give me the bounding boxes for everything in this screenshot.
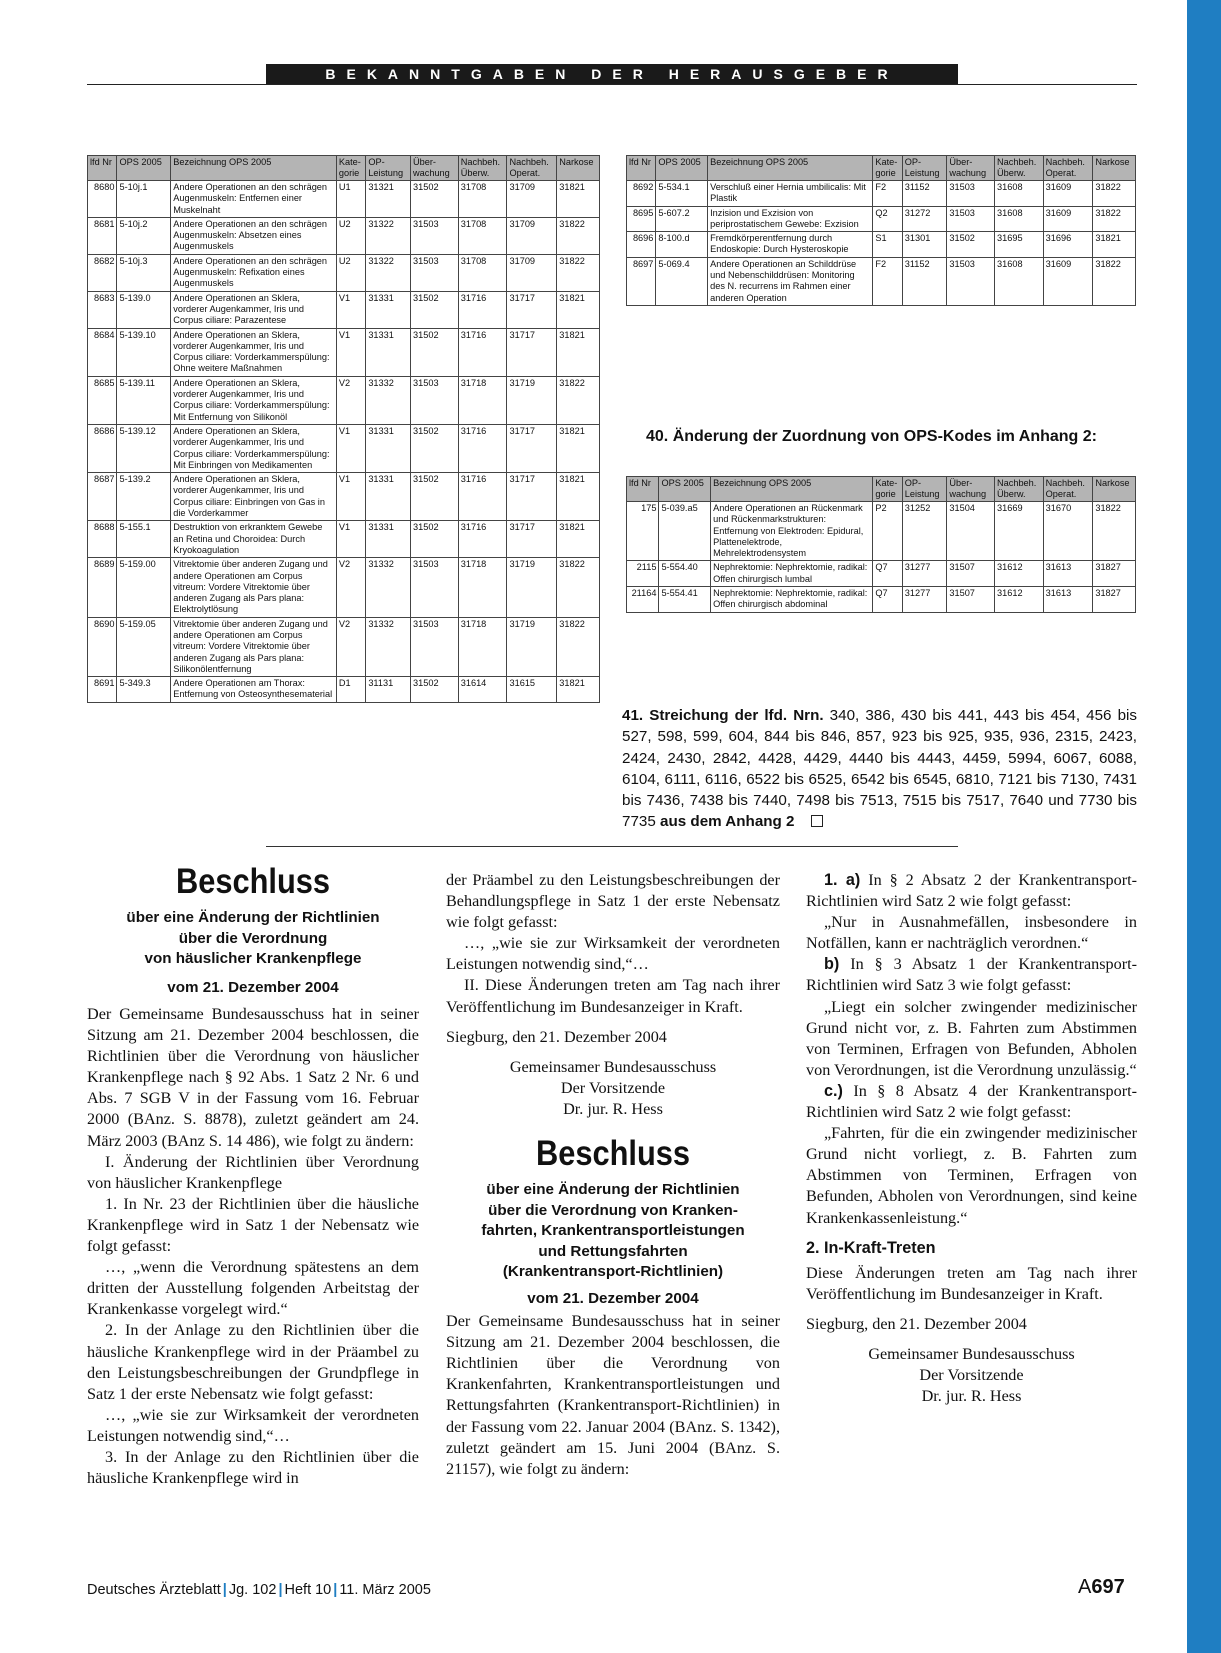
place-date: Siegburg, den 21. Dezember 2004 [806,1314,1027,1333]
beschluss-1-subtitle: über eine Änderung der Richtlinien [126,909,380,926]
table-cell: 31696 [1043,232,1093,258]
table-cell: 5-139.11 [117,376,171,424]
table-cell: 31332 [366,376,411,424]
column-header: Über-wachung [947,477,995,502]
signature-org: Gemeinsamer Bundesausschuss [868,1344,1075,1363]
table-cell: 31277 [902,561,947,587]
table-cell: 8681 [88,217,117,254]
table-cell: D1 [336,677,365,703]
table-cell: 2115 [627,561,659,587]
footer-volume: Jg. 102 [228,1582,277,1598]
table-cell: 31331 [366,521,411,558]
table-cell: 31502 [411,521,459,558]
table-cell: V1 [336,424,365,472]
ops-table-right-top [626,155,1136,306]
table-cell: Andere Operationen an den schrägen Augenmuskeln: Refixation eines Augenmuskels [171,254,337,291]
table-cell: 31709 [507,254,557,291]
column-header: Nachbeh. Operat. [1043,477,1093,502]
table-cell: Fremdkörperentfernung durch Endoskopie: Durch Hysteroskopie [708,232,873,258]
page-number [1078,1576,1125,1599]
table-cell: 31503 [947,206,995,232]
table-cell: 31503 [947,257,995,305]
table-cell: 31503 [411,558,459,617]
table-cell: U1 [336,181,365,218]
table-row [627,587,1136,613]
table-cell: 5-349.3 [117,677,171,703]
table-cell: 8684 [88,328,117,376]
paragraph: 3. In der Anlage zu den Richtlinien über die häusliche Krankenpflege wird in [87,1447,419,1488]
table-cell: 31827 [1093,587,1136,613]
column-header: OP-Leistung [366,156,411,181]
table-cell: 5-554.40 [659,561,711,587]
table-cell: 31717 [507,521,557,558]
table-cell: 31709 [507,181,557,218]
table-cell: S1 [873,232,902,258]
table-cell: 31608 [995,257,1044,305]
column-header: Kate-gorie [873,477,902,502]
quote: „Fahrten, für die ein zwingender medizinischer Grund nicht vorliegt, z. B. Fahrten zum Abstimmen von Terminen, Erfragen von Befunden, Abholen von Verordnungen, sind keine Krankenkassenleistung.“ [806,1124,1137,1227]
table-cell: V2 [336,617,365,676]
column-3 [806,870,1137,1407]
section-40-title: 40. Änderung der Zuordnung von OPS-Kodes im Anhang 2: [646,428,1097,445]
table-cell: 31612 [995,587,1044,613]
table-header-row [627,477,1136,502]
column-header: lfd Nr [88,156,117,181]
table-row [88,254,600,291]
column-header: Über-wachung [947,156,995,181]
table-cell: 31502 [411,473,459,521]
table-cell: 8686 [88,424,117,472]
item-text: In § 8 Absatz 4 der Krankentransport-Richtlinien wird Satz 2 wie folgt gefasst: [806,1081,1138,1122]
table-cell: 31502 [411,424,459,472]
table-cell: 31821 [557,424,600,472]
beschluss-2-date: vom 21. Dezember 2004 [527,1289,699,1307]
table-cell: 31827 [1093,561,1136,587]
beschluss-1-subtitle: über die Verordnung [178,929,328,947]
table-cell: Andere Operationen an den schrägen Augenmuskeln: Entfernen einer Muskelnaht [171,181,337,218]
table-cell: Q7 [873,561,902,587]
table-cell: Nephrektomie: Nephrektomie, radikal: Offen chirurgisch lumbal [711,561,873,587]
column-header: Über-wachung [411,156,459,181]
table-cell: V1 [336,521,365,558]
table-cell: 5-139.0 [117,291,171,328]
table-cell: Andere Operationen an Schilddrüse und Nebenschilddrüsen: Monitoring des N. recurrens im Rahmen einer anderen Operation [708,257,873,305]
table-cell: V2 [336,558,365,617]
table-cell: 31503 [411,217,459,254]
table-cell: 5-139.10 [117,328,171,376]
table-cell: 31709 [507,217,557,254]
table-cell: 31669 [995,502,1044,561]
table-cell: 31331 [366,424,411,472]
table-cell: 31718 [458,376,507,424]
table-cell: Destruktion von erkranktem Gewebe an Retina und Choroidea: Durch Kryokoagulation [171,521,337,558]
table-cell: 31507 [947,561,995,587]
table-cell: 5-10j.1 [117,181,171,218]
table-cell: 31152 [902,257,947,305]
beschluss-2-title: Beschluss [535,1134,691,1174]
table-cell: 8682 [88,254,117,291]
table-cell: Andere Operationen an Sklera, vorderer Augenkammer, Iris und Corpus ciliare: Parazentese [171,291,337,328]
table-cell: 31821 [557,473,600,521]
table-row [627,232,1136,258]
table-cell: 8689 [88,558,117,617]
table-cell: 31301 [902,232,947,258]
table-cell: Vitrektomie über anderen Zugang und andere Operationen am Corpus vitreum: Vordere Vitrektomie über anderen Zugang als Pars plana: Silikonölentfernung [171,617,337,676]
column-header: Bezeichnung OPS 2005 [711,477,873,502]
table-row [627,561,1136,587]
section-41 [622,705,1137,833]
table-row [88,617,600,676]
column-header: Bezeichnung OPS 2005 [171,156,337,181]
table-cell: 31716 [458,521,507,558]
table-cell: 175 [627,502,659,561]
table-cell: 31331 [366,291,411,328]
column-1 [87,862,419,1489]
table-cell: 31821 [557,677,600,703]
table-cell: 31821 [1093,232,1136,258]
table-cell: 31717 [507,328,557,376]
table-cell: 31822 [557,254,600,291]
divider-rule [266,846,958,847]
paragraph: …, „wenn die Verordnung spätestens an dem dritten der Ausstellung folgenden Arbeitstag der Krankenkasse vorgelegt wird.“ [87,1258,419,1319]
column-header: OPS 2005 [117,156,171,181]
table-cell: V2 [336,376,365,424]
table-cell: Vitrektomie über anderen Zugang und andere Operationen am Corpus vitreum: Vordere Vitrektomie über anderen Zugang als Pars plana: Elektrolytlösung [171,558,337,617]
table-cell: 31609 [1043,257,1093,305]
table-row [627,502,1136,561]
table-cell: Andere Operationen an Sklera, vorderer Augenkammer, Iris und Corpus ciliare: Vorderkammerspülung: Ohne weitere Maßnahmen [171,328,337,376]
table-cell: 31272 [902,206,947,232]
table-cell: 31503 [411,617,459,676]
table-cell: 31615 [507,677,557,703]
table-cell: Q2 [873,206,902,232]
table-cell: 8696 [627,232,656,258]
table-cell: 31503 [411,376,459,424]
table-cell: 31822 [1093,206,1136,232]
table-cell: Nephrektomie: Nephrektomie, radikal: Offen chirurgisch abdominal [711,587,873,613]
column-header: OPS 2005 [656,156,708,181]
table-cell: 5-534.1 [656,181,708,207]
table-cell: 31717 [507,424,557,472]
table-cell: 5-10j.3 [117,254,171,291]
table-row [627,206,1136,232]
table-cell: F2 [873,257,902,305]
quote: „Liegt ein solcher zwingender medizinischer Grund nicht vor, z. B. Fahrten zum Abstimmen von Terminen, Erfragen von Befunden, Abholen von Verordnungen, ist die Verordnung unzulässig.“ [806,997,1137,1079]
table-cell: 31608 [995,181,1044,207]
table-cell: 31332 [366,617,411,676]
table-cell: 31613 [1043,587,1093,613]
footer-issue: Heft 10 [284,1582,332,1598]
table-cell: 31503 [411,254,459,291]
table-cell: 31716 [458,473,507,521]
column-2 [446,870,780,1480]
column-header: Nachbeh. Operat. [507,156,557,181]
table-cell: 8695 [627,206,656,232]
table-row [88,521,600,558]
paragraph: Der Gemeinsame Bundesausschuss hat in seiner Sitzung am 21. Dezember 2004 beschlossen, die Richtlinien über die Verordnung von Krankenfahrten, Krankentransportleistungen und Rettungsfahrten (Krankentransport-Richtlinien) in der Fassung vom 22. Januar 2004 (BAnz. S. 1342), zuletzt geändert am 15. Juni 2004 (BAnz. S. 21157), wie folgt zu ändern: [446,1312,780,1478]
table-cell: Andere Operationen an Sklera, vorderer Augenkammer, Iris und Corpus ciliare: Vorderkammerspülung: Mit Einbringen von Medikamenten [171,424,337,472]
table-cell: 8691 [88,677,117,703]
beschluss-1-subtitle: von häuslicher Krankenpflege [144,950,362,967]
table-cell: 5-607.2 [656,206,708,232]
table-cell: 5-039.a5 [659,502,711,561]
table-cell: 31504 [947,502,995,561]
table-cell: 31670 [1043,502,1093,561]
table-row [88,181,600,218]
table-cell: 31613 [1043,561,1093,587]
signature-org: Gemeinsamer Bundesausschuss [509,1057,717,1076]
table-cell: 31821 [557,521,600,558]
table-cell: 31322 [366,254,411,291]
signature-name: Dr. jur. R. Hess [921,1387,1022,1406]
table-cell: 31718 [458,558,507,617]
paragraph: …, „wie sie zur Wirksamkeit der verordneten Leistungen notwendig sind,“… [446,934,780,974]
table-header-row [627,156,1136,181]
item-text: In § 2 Absatz 2 der Krankentransport-Richtlinien wird Satz 2 wie folgt gefasst: [806,871,1137,911]
ops-table-right-bottom [626,476,1136,613]
end-mark-icon [811,815,823,827]
column-header: OPS 2005 [659,477,711,502]
footer-journal: Deutsches Ärzteblatt [87,1582,221,1598]
table-cell: 31321 [366,181,411,218]
table-cell: 31822 [557,617,600,676]
table-cell: 31719 [507,558,557,617]
table-cell: 8697 [627,257,656,305]
table-cell: 31718 [458,617,507,676]
table-cell: Andere Operationen an Rückenmark und Rückenmarkstrukturen: Entfernung von Elektroden: Epidural, Plattenelektrode, Mehrelektrodensystem [711,502,873,561]
table-cell: 31822 [1093,257,1136,305]
table-row [88,376,600,424]
item-lead: 1. a) [824,871,861,889]
column-header: Nachbeh. Operat. [1043,156,1093,181]
table-row [88,677,600,703]
beschluss-2-subtitle: (Krankentransport-Richtlinien) [502,1263,724,1281]
table-cell: 31152 [902,181,947,207]
table-cell: 31331 [366,473,411,521]
header-rule [87,84,1137,85]
table-cell: 5-10j.2 [117,217,171,254]
paragraph: Der Gemeinsame Bundesausschuss hat in seiner Sitzung am 21. Dezember 2004 beschlossen, die Richtlinien über die Verordnung von häuslicher Krankenpflege nach § 92 Abs. 1 Satz 2 Nr. 6 und Abs. 7 SGB V in der Fassung vom 16. Februar 2000 (BAnz. S. 8878), zuletzt geändert am 24. März 2003 (BAnz S. 14 486), wie folgt zu ändern: [87,1005,419,1150]
table-row [88,473,600,521]
table-row [627,257,1136,305]
signature-role: Der Vorsitzende [560,1078,666,1097]
table-cell: 5-139.2 [117,473,171,521]
ops-table-left [87,155,600,703]
table-cell: 5-139.12 [117,424,171,472]
table-cell: 8685 [88,376,117,424]
table-cell: 21164 [627,587,659,613]
footer: Deutsches Ärzteblatt | Jg. 102 | Heft 10 | 11. März 2005 [87,1582,431,1598]
table-cell: 8692 [627,181,656,207]
table-cell: 8683 [88,291,117,328]
table-cell: Andere Operationen an Sklera, vorderer Augenkammer, Iris und Corpus ciliare: Einbringen von Gas in die Vorderkammer [171,473,337,521]
beschluss-2-subtitle: fahrten, Krankentransportleistungen [481,1222,745,1240]
table-cell: Andere Operationen an Sklera, vorderer Augenkammer, Iris und Corpus ciliare: Vorderkammerspülung: Mit Entfernung von Silikonöl [171,376,337,424]
table-cell: 8-100.d [656,232,708,258]
paragraph: …, „wie sie zur Wirksamkeit der verordneten Leistungen notwendig sind,“… [87,1405,419,1445]
table-cell: 31277 [902,587,947,613]
page-prefix: A [1078,1576,1092,1598]
beschluss-2-subtitle: über eine Änderung der Richtlinien [486,1181,740,1199]
section-41-lead: 41. Streichung der lfd. Nrn. [622,707,824,724]
column-header: lfd Nr [627,477,659,502]
table-cell: Verschluß einer Hernia umbilicalis: Mit Plastik [708,181,873,207]
signature-role: Der Vorsitzende [919,1366,1024,1385]
table-cell: Andere Operationen an den schrägen Augenmuskeln: Absetzen eines Augenmuskels [171,217,337,254]
table-cell: 31719 [507,617,557,676]
table-cell: 31502 [411,328,459,376]
table-cell: 31719 [507,376,557,424]
table-row [88,291,600,328]
column-header: Narkose [557,156,600,181]
column-header: Narkose [1093,477,1136,502]
table-cell: 31332 [366,558,411,617]
table-cell: 31322 [366,217,411,254]
table-cell: 8687 [88,473,117,521]
table-cell: 5-159.00 [117,558,171,617]
table-cell: Andere Operationen am Thorax: Entfernung von Osteosynthesematerial [171,677,337,703]
beschluss-2-subtitle: und Rettungsfahrten [538,1242,688,1260]
table-cell: 31708 [458,254,507,291]
table-cell: V1 [336,473,365,521]
table-cell: 31822 [1093,181,1136,207]
section-41-tail: aus dem Anhang 2 [660,813,795,831]
table-cell: 8688 [88,521,117,558]
column-header: OP-Leistung [902,477,947,502]
page-number-value: 697 [1091,1576,1125,1598]
sidebar-accent-bar [1187,0,1221,1653]
table-cell: 31708 [458,181,507,218]
table-row [88,424,600,472]
table-row [88,217,600,254]
table-cell: 8680 [88,181,117,218]
table-cell: 31822 [557,558,600,617]
table-cell: Q7 [873,587,902,613]
table-cell: 31717 [507,291,557,328]
table-cell: U2 [336,217,365,254]
table-header-row [88,156,600,181]
column-header: Nachbeh. Überw. [995,156,1044,181]
column-header: lfd Nr [627,156,656,181]
table-cell: 5-159.05 [117,617,171,676]
beschluss-1-date: vom 21. Dezember 2004 [167,978,339,996]
table-row [627,181,1136,207]
footer-date: 11. März 2005 [339,1582,431,1598]
table-cell: 5-554.41 [659,587,711,613]
paragraph: Diese Änderungen treten am Tag nach ihrer Veröffentlichung im Bundesanzeiger in Kraft. [806,1263,1137,1303]
table-cell: 31716 [458,328,507,376]
paragraph: 2. In der Anlage zu den Richtlinien über die häusliche Krankenpflege wird in der Präambel zu den Leistungsbeschreibungen der Grundpflege in Satz 1 der erste Nebensatz wie folgt gefasst: [87,1321,419,1403]
table-cell: 5-155.1 [117,521,171,558]
beschluss-2-subtitle: über die Verordnung von Kranken- [488,1201,738,1219]
table-cell: 31822 [557,376,600,424]
item-lead: c.) [824,1081,843,1100]
section-header: BEKANNTGABEN DER HERAUSGEBER [266,64,958,85]
table-cell: 31331 [366,328,411,376]
item-lead: b) [824,955,840,974]
table-cell: 31695 [995,232,1044,258]
table-cell: 31502 [411,677,459,703]
item-text: In § 3 Absatz 1 der Krankentransport-Richtlinien wird Satz 3 wie folgt gefasst: [806,955,1137,995]
table-cell: 31716 [458,424,507,472]
table-cell: U2 [336,254,365,291]
table-cell: 31503 [947,181,995,207]
beschluss-1-title: Beschluss [175,862,331,901]
table-cell: 31507 [947,587,995,613]
column-header: Bezeichnung OPS 2005 [708,156,873,181]
table-cell: V1 [336,291,365,328]
table-cell: V1 [336,328,365,376]
table-cell: 31131 [366,677,411,703]
column-header: Kate-gorie [873,156,902,181]
column-header: Nachbeh. Überw. [458,156,507,181]
table-row [88,328,600,376]
table-cell: 31608 [995,206,1044,232]
table-cell: 31821 [557,291,600,328]
column-header: OP-Leistung [902,156,947,181]
table-cell: 31822 [557,217,600,254]
table-cell: 31502 [947,232,995,258]
place-date: Siegburg, den 21. Dezember 2004 [446,1027,667,1046]
table-cell: 8690 [88,617,117,676]
signature-name: Dr. jur. R. Hess [563,1099,663,1118]
table-cell: 31708 [458,217,507,254]
table-cell: F2 [873,181,902,207]
table-cell: 31252 [902,502,947,561]
table-cell: 31614 [458,677,507,703]
column-header: Kate-gorie [336,156,365,181]
table-cell: 5-069.4 [656,257,708,305]
quote: „Nur in Ausnahmefällen, insbesondere in Notfällen, kann er nachträglich verordnen.“ [806,913,1137,953]
table-cell: 31502 [411,181,459,218]
subheading: 2. In-Kraft-Treten [806,1238,936,1257]
paragraph: II. Diese Änderungen treten am Tag nach ihrer Veröffentlichung im Bundesanzeiger in Kraft. [446,976,780,1016]
table-cell: 31612 [995,561,1044,587]
table-cell: 31717 [507,473,557,521]
table-row [88,558,600,617]
table-cell: 31502 [411,291,459,328]
section-41-body: 340, 386, 430 bis 441, 443 bis 454, 456 bis 527, 598, 599, 604, 844 bis 846, 857, 923 bis 925, 935, 936, 2315, 2423, 2424, 2430, 2842, 4428, 4429, 4440 bis 4443, 4459, 5994, 6067, 6088, 6104, 6111, 6116, 6522 bis 6525, 6542 bis 6545, 6810, 7121 bis 7130, 7431 bis 7436, 7438 bis 7440, 7498 bis 7513, 7515 bis 7517, 7640 und 7730 bis 7735 [622,707,1137,831]
table-cell: P2 [873,502,902,561]
column-header: Narkose [1093,156,1136,181]
table-cell: 31821 [557,181,600,218]
paragraph: der Präambel zu den Leistungsbeschreibungen der Behandlungspflege in Satz 1 der erste Nebensatz wie folgt gefasst: [446,871,780,932]
table-cell: 31716 [458,291,507,328]
table-cell: 31609 [1043,181,1093,207]
paragraph: 1. In Nr. 23 der Richtlinien über die häusliche Krankenpflege wird in Satz 1 der Nebensatz wie folgt gefasst: [87,1194,419,1256]
paragraph: I. Änderung der Richtlinien über Verordnung von häuslicher Krankenpflege [87,1152,419,1192]
table-cell: 31609 [1043,206,1093,232]
column-header: Nachbeh. Überw. [995,477,1044,502]
table-cell: 31822 [1093,502,1136,561]
table-cell: 31821 [557,328,600,376]
table-cell: Inzision und Exzision von periprostatischem Gewebe: Exzision [708,206,873,232]
